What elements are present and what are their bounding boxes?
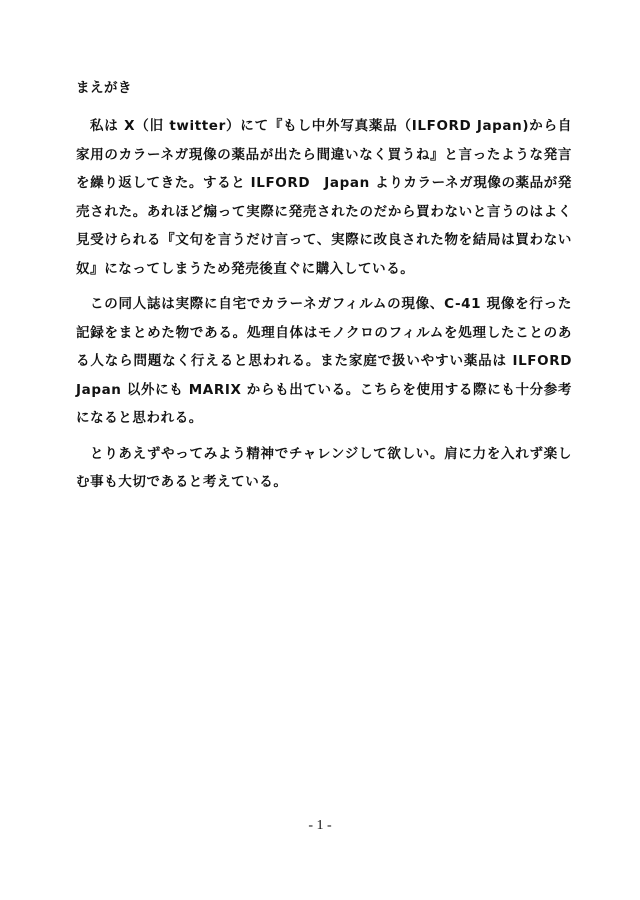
body-text — [76, 112, 587, 504]
page-number: - 1 - — [308, 818, 332, 833]
section-heading: まえがき — [76, 80, 132, 96]
paragraph-3: とりあえずやってみよう精神でチャレンジして欲しい。肩に力を入れず楽しむ事も大切であると考えている。 — [76, 445, 572, 490]
paragraph-1: 私は X（旧 twitter）にて『もし中外写真薬品（ILFORD Japan)から自家用のカラーネガ現像の薬品が出たら間違いなく買うね』と言ったような発言を繰り返してきた。すると ILFORD Japan よりカラーネガ現像の薬品が発売された。あれほど煽って実際に発売されたのだから買わないと言うのはよく見受けられる『文句を言うだけ言って、実際に改良された物を結局は買わない奴』になってしまうため発売後直ぐに購入している。 — [76, 118, 572, 277]
paragraph-2: この同人誌は実際に自宅でカラーネガフィルムの現像、C-41 現像を行った記録をまとめた物である。処理自体はモノクロのフィルムを処理したことのある人なら問題なく行えると思われる。また家庭で扱いやすい薬品は ILFORD Japan 以外にも MARIX からも出ている。こちらを使用する際にも十分参考になると思われる。 — [76, 296, 587, 426]
